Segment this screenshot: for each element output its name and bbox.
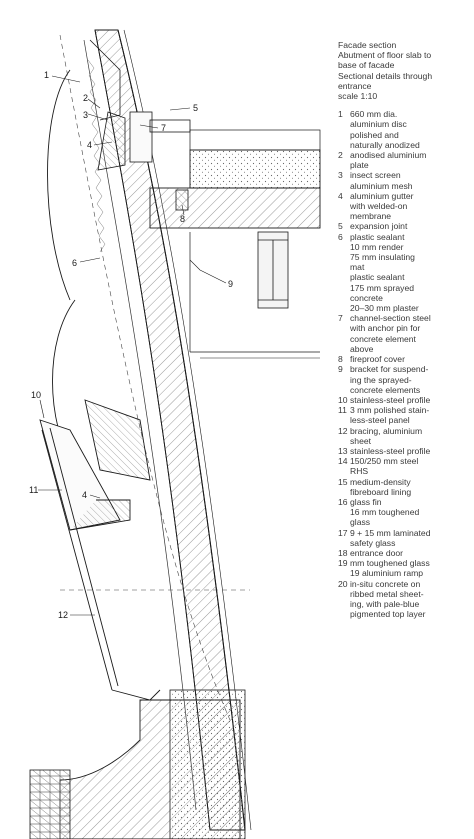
- callout-4b: 4: [82, 490, 88, 500]
- callout-4a: 4: [87, 140, 93, 150]
- callout-11: 11: [29, 485, 39, 495]
- legend-num: 19: [338, 558, 348, 569]
- fireproof-cover: [176, 190, 188, 210]
- legend-num: 2: [338, 150, 343, 161]
- callout-3: 3: [83, 110, 89, 120]
- legend-item: [338, 405, 472, 425]
- legend-text: 660 mm dia. aluminium disc polished and naturally anodized: [350, 109, 420, 150]
- legend-num: 14: [338, 456, 348, 467]
- legend-num: 11: [338, 405, 347, 416]
- legend-item: [338, 497, 472, 528]
- legend-item: [338, 456, 472, 476]
- legend-panel: [338, 40, 472, 619]
- section-title: [338, 40, 472, 101]
- legend-text: insect screen aluminium mesh: [350, 170, 413, 191]
- legend-num: 12: [338, 425, 348, 436]
- title-line: base of facade: [338, 60, 395, 71]
- legend-num: 6: [338, 231, 343, 242]
- footing-brick: [30, 770, 70, 839]
- legend-text: bracing, aluminium sheet: [350, 425, 423, 446]
- legend-text: bracket for suspend- ing the sprayed- concrete elements: [350, 364, 429, 395]
- legend-text: entrance door: [350, 547, 404, 558]
- legend-text: in-situ concrete on ribbed metal sheet- ing, with pale-blue pigmented top layer: [350, 578, 426, 620]
- callout-8: 8: [180, 214, 186, 224]
- title-line: Abutment of floor slab to: [338, 50, 432, 61]
- legend-num: 1: [338, 109, 343, 120]
- callout-7: 7: [161, 123, 167, 133]
- legend-item: [338, 446, 472, 456]
- legend-text: medium-density fibreboard lining: [350, 476, 412, 497]
- legend-item: [338, 313, 472, 354]
- callout-9: 9: [228, 279, 234, 289]
- floor-slab-upper-band: [190, 130, 320, 150]
- legend-text: plastic sealant 10 mm render 75 mm insulating mat plastic sealant 175 mm sprayed concrete 20–30 mm plaster: [350, 231, 419, 314]
- legend-num: 20: [338, 578, 348, 589]
- legend-item: [338, 579, 472, 620]
- legend-num: 17: [338, 527, 348, 538]
- legend-num: 16: [338, 496, 348, 507]
- title-line: Sectional details through: [338, 70, 433, 81]
- legend-item: [338, 477, 472, 497]
- legend-text: stainless-steel profile: [350, 445, 431, 456]
- legend-num: 5: [338, 221, 343, 232]
- floor-slab-upper: [190, 150, 320, 188]
- legend-text: fireproof cover: [350, 354, 405, 365]
- legend-item: [338, 191, 472, 222]
- legend-item: [338, 558, 472, 578]
- steel-rhs-beam: [258, 232, 288, 308]
- legend-item: [338, 170, 472, 190]
- callout-5: 5: [193, 103, 199, 113]
- legend-text: stainless-steel profile: [350, 394, 431, 405]
- callout-2: 2: [83, 93, 89, 103]
- legend-item: [338, 426, 472, 446]
- callout-6: 6: [72, 258, 78, 268]
- callout-1: 1: [44, 70, 50, 80]
- legend-text: expansion joint: [350, 221, 408, 232]
- entrance-canopy: [40, 400, 160, 700]
- legend-item: [338, 528, 472, 548]
- title-line: Facade section: [338, 40, 397, 50]
- legend-text: 9 + 15 mm laminated safety glass: [350, 527, 431, 548]
- legend-num: 9: [338, 364, 343, 375]
- callout-12: 12: [58, 610, 69, 620]
- ground-slab: [170, 690, 245, 839]
- legend-num: 3: [338, 170, 343, 181]
- legend-text: channel-section steel with anchor pin for concrete element above: [350, 313, 431, 354]
- legend-num: 8: [338, 354, 343, 365]
- legend-text: 150/250 mm steel RHS: [350, 456, 419, 477]
- legend-num: 13: [338, 445, 348, 456]
- legend-text: glass fin 16 mm toughened glass: [350, 496, 420, 528]
- legend-num: 4: [338, 190, 343, 201]
- legend-num: 7: [338, 313, 343, 324]
- legend-num: 15: [338, 476, 348, 487]
- legend-list: [338, 109, 472, 619]
- legend-item: [338, 221, 472, 231]
- legend-text: mm toughened glass 19 aluminium ramp: [350, 558, 430, 579]
- legend-text: aluminium gutter with welded-on membrane: [350, 190, 414, 222]
- legend-text: 3 mm polished stain- less-steel panel: [350, 405, 430, 426]
- legend-item: [338, 232, 472, 314]
- aluminium-disc-upper: [48, 70, 71, 300]
- floor-slab-main: [150, 188, 320, 228]
- callout-10: 10: [31, 390, 42, 400]
- legend-item: [338, 354, 472, 364]
- legend-num: 18: [338, 547, 348, 558]
- scale-label: scale 1:10: [338, 91, 378, 102]
- legend-item: [338, 150, 472, 170]
- legend-item: [338, 395, 472, 405]
- legend-num: 10: [338, 394, 348, 405]
- legend-item: [338, 548, 472, 558]
- legend-item: [338, 109, 472, 150]
- legend-item: [338, 364, 472, 395]
- legend-text: anodised aluminium plate: [350, 150, 427, 171]
- title-line: entrance: [338, 80, 372, 91]
